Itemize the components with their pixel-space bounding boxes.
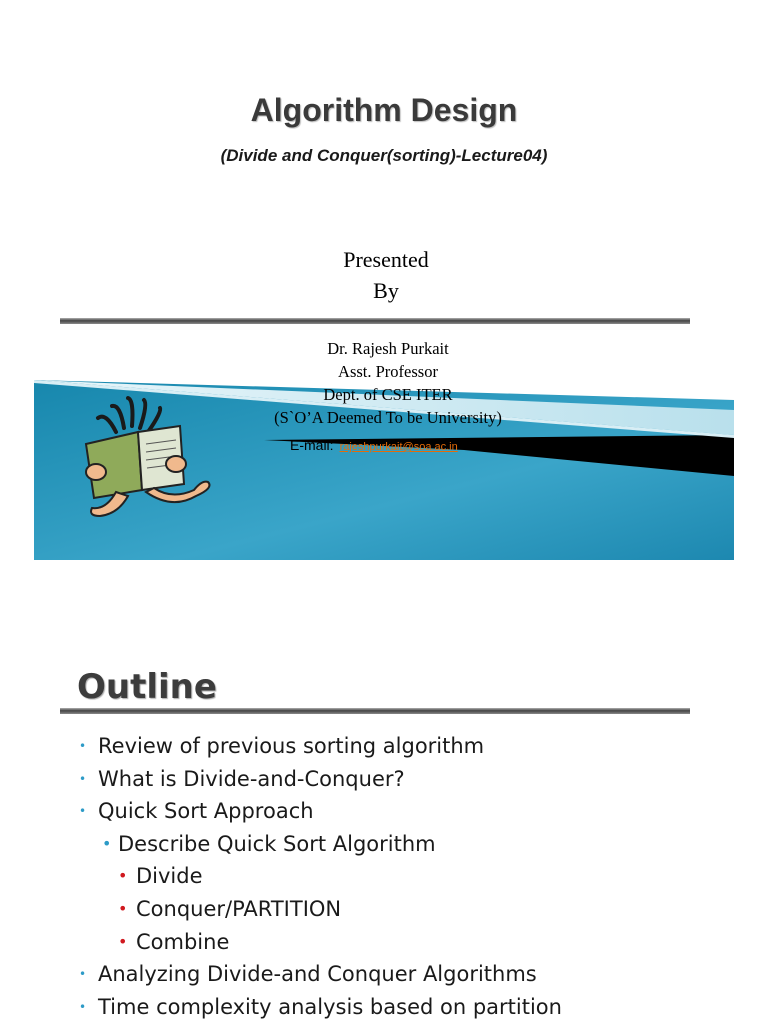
bullet-icon: • xyxy=(118,931,128,951)
author-block xyxy=(0,337,768,429)
list-item xyxy=(0,763,768,796)
list-item xyxy=(0,893,768,926)
divider-rule xyxy=(60,318,690,324)
outline-divider-rule xyxy=(60,708,690,714)
author-university: (S`O’A Deemed To be University) xyxy=(274,408,502,427)
slide-subtitle: (Divide and Conquer(sorting)-Lecture04) xyxy=(220,146,548,165)
list-item xyxy=(0,730,768,763)
presented-by xyxy=(0,244,768,306)
outline-list xyxy=(0,730,768,1023)
outline-title: Outline xyxy=(77,667,217,707)
author-position: Asst. Professor xyxy=(338,362,438,381)
list-item xyxy=(0,926,768,959)
list-item-text: Combine xyxy=(136,929,230,954)
author-name: Dr. Rajesh Purkait xyxy=(327,339,449,358)
list-item xyxy=(0,795,768,828)
slide-title: Algorithm Design xyxy=(250,92,518,128)
presented-line: Presented xyxy=(343,247,429,272)
list-item xyxy=(0,828,768,861)
list-item xyxy=(0,860,768,893)
email-label: E-mail: xyxy=(290,437,334,453)
list-item-text: Time complexity analysis based on partition xyxy=(98,994,562,1019)
email-link[interactable]: rajeshpurkait@soa.ac.in xyxy=(339,441,458,453)
bullet-icon: • xyxy=(79,999,87,1014)
bullet-icon: • xyxy=(79,771,87,786)
bullet-icon: • xyxy=(79,804,87,819)
author-department: Dept. of CSE ITER xyxy=(323,385,453,404)
list-item-text: Quick Sort Approach xyxy=(98,799,314,824)
bullet-icon: • xyxy=(102,833,112,853)
list-item-text: Describe Quick Sort Algorithm xyxy=(118,831,436,856)
list-item-text: What is Divide-and-Conquer? xyxy=(98,766,405,791)
list-item-text: Analyzing Divide-and Conquer Algorithms xyxy=(98,962,537,987)
list-item-text: Review of previous sorting algorithm xyxy=(98,734,485,758)
email-line xyxy=(290,437,458,453)
bullet-icon: • xyxy=(118,898,128,918)
by-line: By xyxy=(373,278,399,303)
list-item xyxy=(0,958,768,991)
bullet-icon: • xyxy=(79,967,87,982)
list-item-text: Conquer/PARTITION xyxy=(136,896,342,921)
list-item-text: Divide xyxy=(136,864,203,889)
bullet-icon: • xyxy=(79,739,87,753)
list-item xyxy=(0,991,768,1024)
bullet-icon: • xyxy=(118,866,128,886)
